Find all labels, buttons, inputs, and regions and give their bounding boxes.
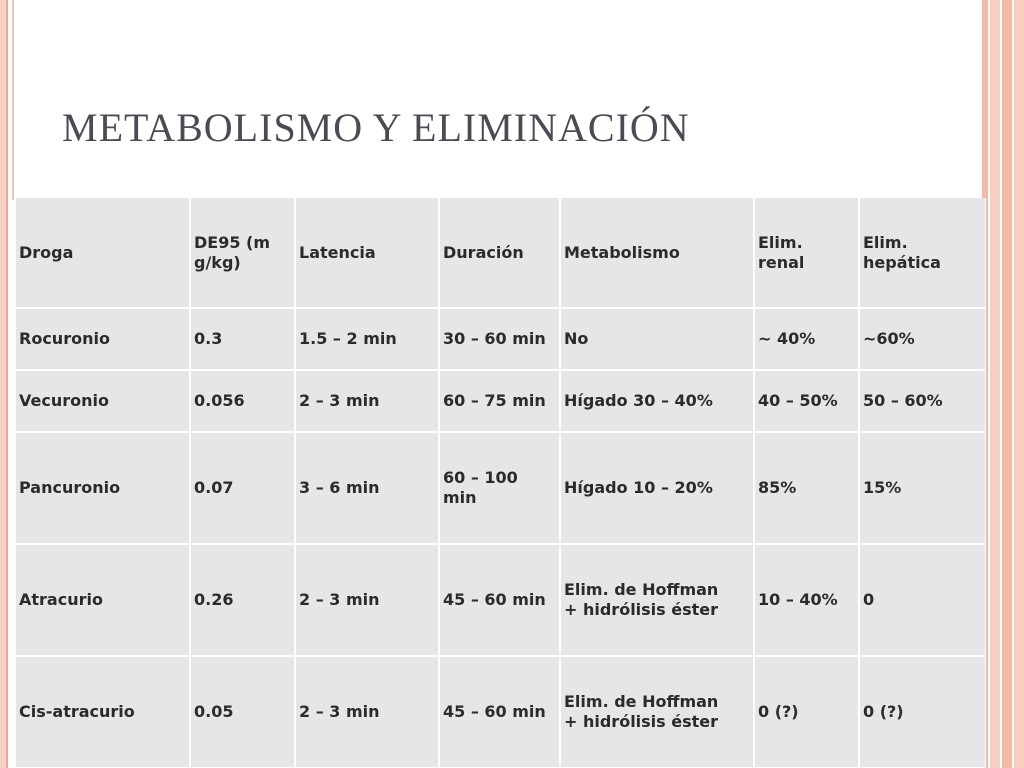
cell-duracion: 45 – 60 min bbox=[439, 656, 560, 768]
right-stripes-decoration bbox=[980, 0, 1024, 768]
table-row bbox=[16, 370, 986, 432]
cell-de95: 0.05 bbox=[190, 656, 295, 768]
header-hepatica-line1: Elim. bbox=[863, 232, 908, 252]
cell-metabolismo-line2: + hidrólisis éster bbox=[564, 712, 719, 731]
cell-metabolismo bbox=[560, 544, 754, 656]
cell-metabolismo bbox=[560, 656, 754, 768]
header-droga: Droga bbox=[16, 198, 190, 308]
cell-latencia: 3 – 6 min bbox=[295, 432, 439, 544]
header-renal-line1: Elim. bbox=[758, 232, 803, 252]
cell-duracion: 30 – 60 min bbox=[439, 308, 560, 370]
table-header-row bbox=[16, 198, 986, 308]
frame-line-decoration bbox=[12, 0, 14, 200]
cell-duracion: 60 – 75 min bbox=[439, 370, 560, 432]
cell-metabolismo-line1: Elim. de Hoffman bbox=[564, 580, 719, 599]
cell-droga: Rocuronio bbox=[16, 308, 190, 370]
cell-droga: Vecuronio bbox=[16, 370, 190, 432]
cell-renal: 10 – 40% bbox=[754, 544, 859, 656]
table-row bbox=[16, 656, 986, 768]
cell-duracion: 45 – 60 min bbox=[439, 544, 560, 656]
cell-droga: Pancuronio bbox=[16, 432, 190, 544]
cell-hepatica: 0 (?) bbox=[859, 656, 986, 768]
header-elim-renal bbox=[754, 198, 859, 308]
cell-hepatica: 50 – 60% bbox=[859, 370, 986, 432]
cell-de95: 0.26 bbox=[190, 544, 295, 656]
cell-de95: 0.056 bbox=[190, 370, 295, 432]
cell-renal: 85% bbox=[754, 432, 859, 544]
cell-de95: 0.07 bbox=[190, 432, 295, 544]
cell-duracion-line1: 60 – 100 bbox=[443, 468, 518, 487]
drug-table-container bbox=[16, 198, 986, 768]
cell-latencia: 2 – 3 min bbox=[295, 544, 439, 656]
table-row bbox=[16, 432, 986, 544]
left-edge-decoration bbox=[0, 0, 8, 768]
cell-droga: Cis-atracurio bbox=[16, 656, 190, 768]
cell-metabolismo-line1: Elim. de Hoffman bbox=[564, 692, 719, 711]
cell-duracion-line2: min bbox=[443, 488, 477, 507]
cell-metabolismo: Hígado 10 – 20% bbox=[560, 432, 754, 544]
header-de95-line1: DE95 (m bbox=[194, 232, 271, 252]
header-renal-line2: renal bbox=[758, 252, 805, 272]
cell-hepatica: 15% bbox=[859, 432, 986, 544]
cell-renal: 0 (?) bbox=[754, 656, 859, 768]
header-elim-hepatica bbox=[859, 198, 986, 308]
cell-droga: Atracurio bbox=[16, 544, 190, 656]
cell-duracion bbox=[439, 432, 560, 544]
slide-title: METABOLISMO Y ELIMINACIÓN bbox=[62, 105, 690, 150]
header-hepatica-line2: hepática bbox=[863, 252, 941, 272]
cell-latencia: 1.5 – 2 min bbox=[295, 308, 439, 370]
table-row bbox=[16, 308, 986, 370]
table-row bbox=[16, 544, 986, 656]
cell-hepatica: 0 bbox=[859, 544, 986, 656]
cell-renal: 40 – 50% bbox=[754, 370, 859, 432]
cell-latencia: 2 – 3 min bbox=[295, 370, 439, 432]
header-duracion: Duración bbox=[439, 198, 560, 308]
cell-metabolismo-line2: + hidrólisis éster bbox=[564, 600, 719, 619]
cell-metabolismo: No bbox=[560, 308, 754, 370]
cell-hepatica: ~60% bbox=[859, 308, 986, 370]
cell-latencia: 2 – 3 min bbox=[295, 656, 439, 768]
header-latencia: Latencia bbox=[295, 198, 439, 308]
header-metabolismo: Metabolismo bbox=[560, 198, 754, 308]
header-de95 bbox=[190, 198, 295, 308]
cell-de95: 0.3 bbox=[190, 308, 295, 370]
title-area bbox=[8, 0, 980, 196]
drug-table bbox=[16, 198, 986, 768]
header-de95-line2: g/kg) bbox=[194, 252, 241, 272]
cell-renal: ~ 40% bbox=[754, 308, 859, 370]
cell-metabolismo: Hígado 30 – 40% bbox=[560, 370, 754, 432]
